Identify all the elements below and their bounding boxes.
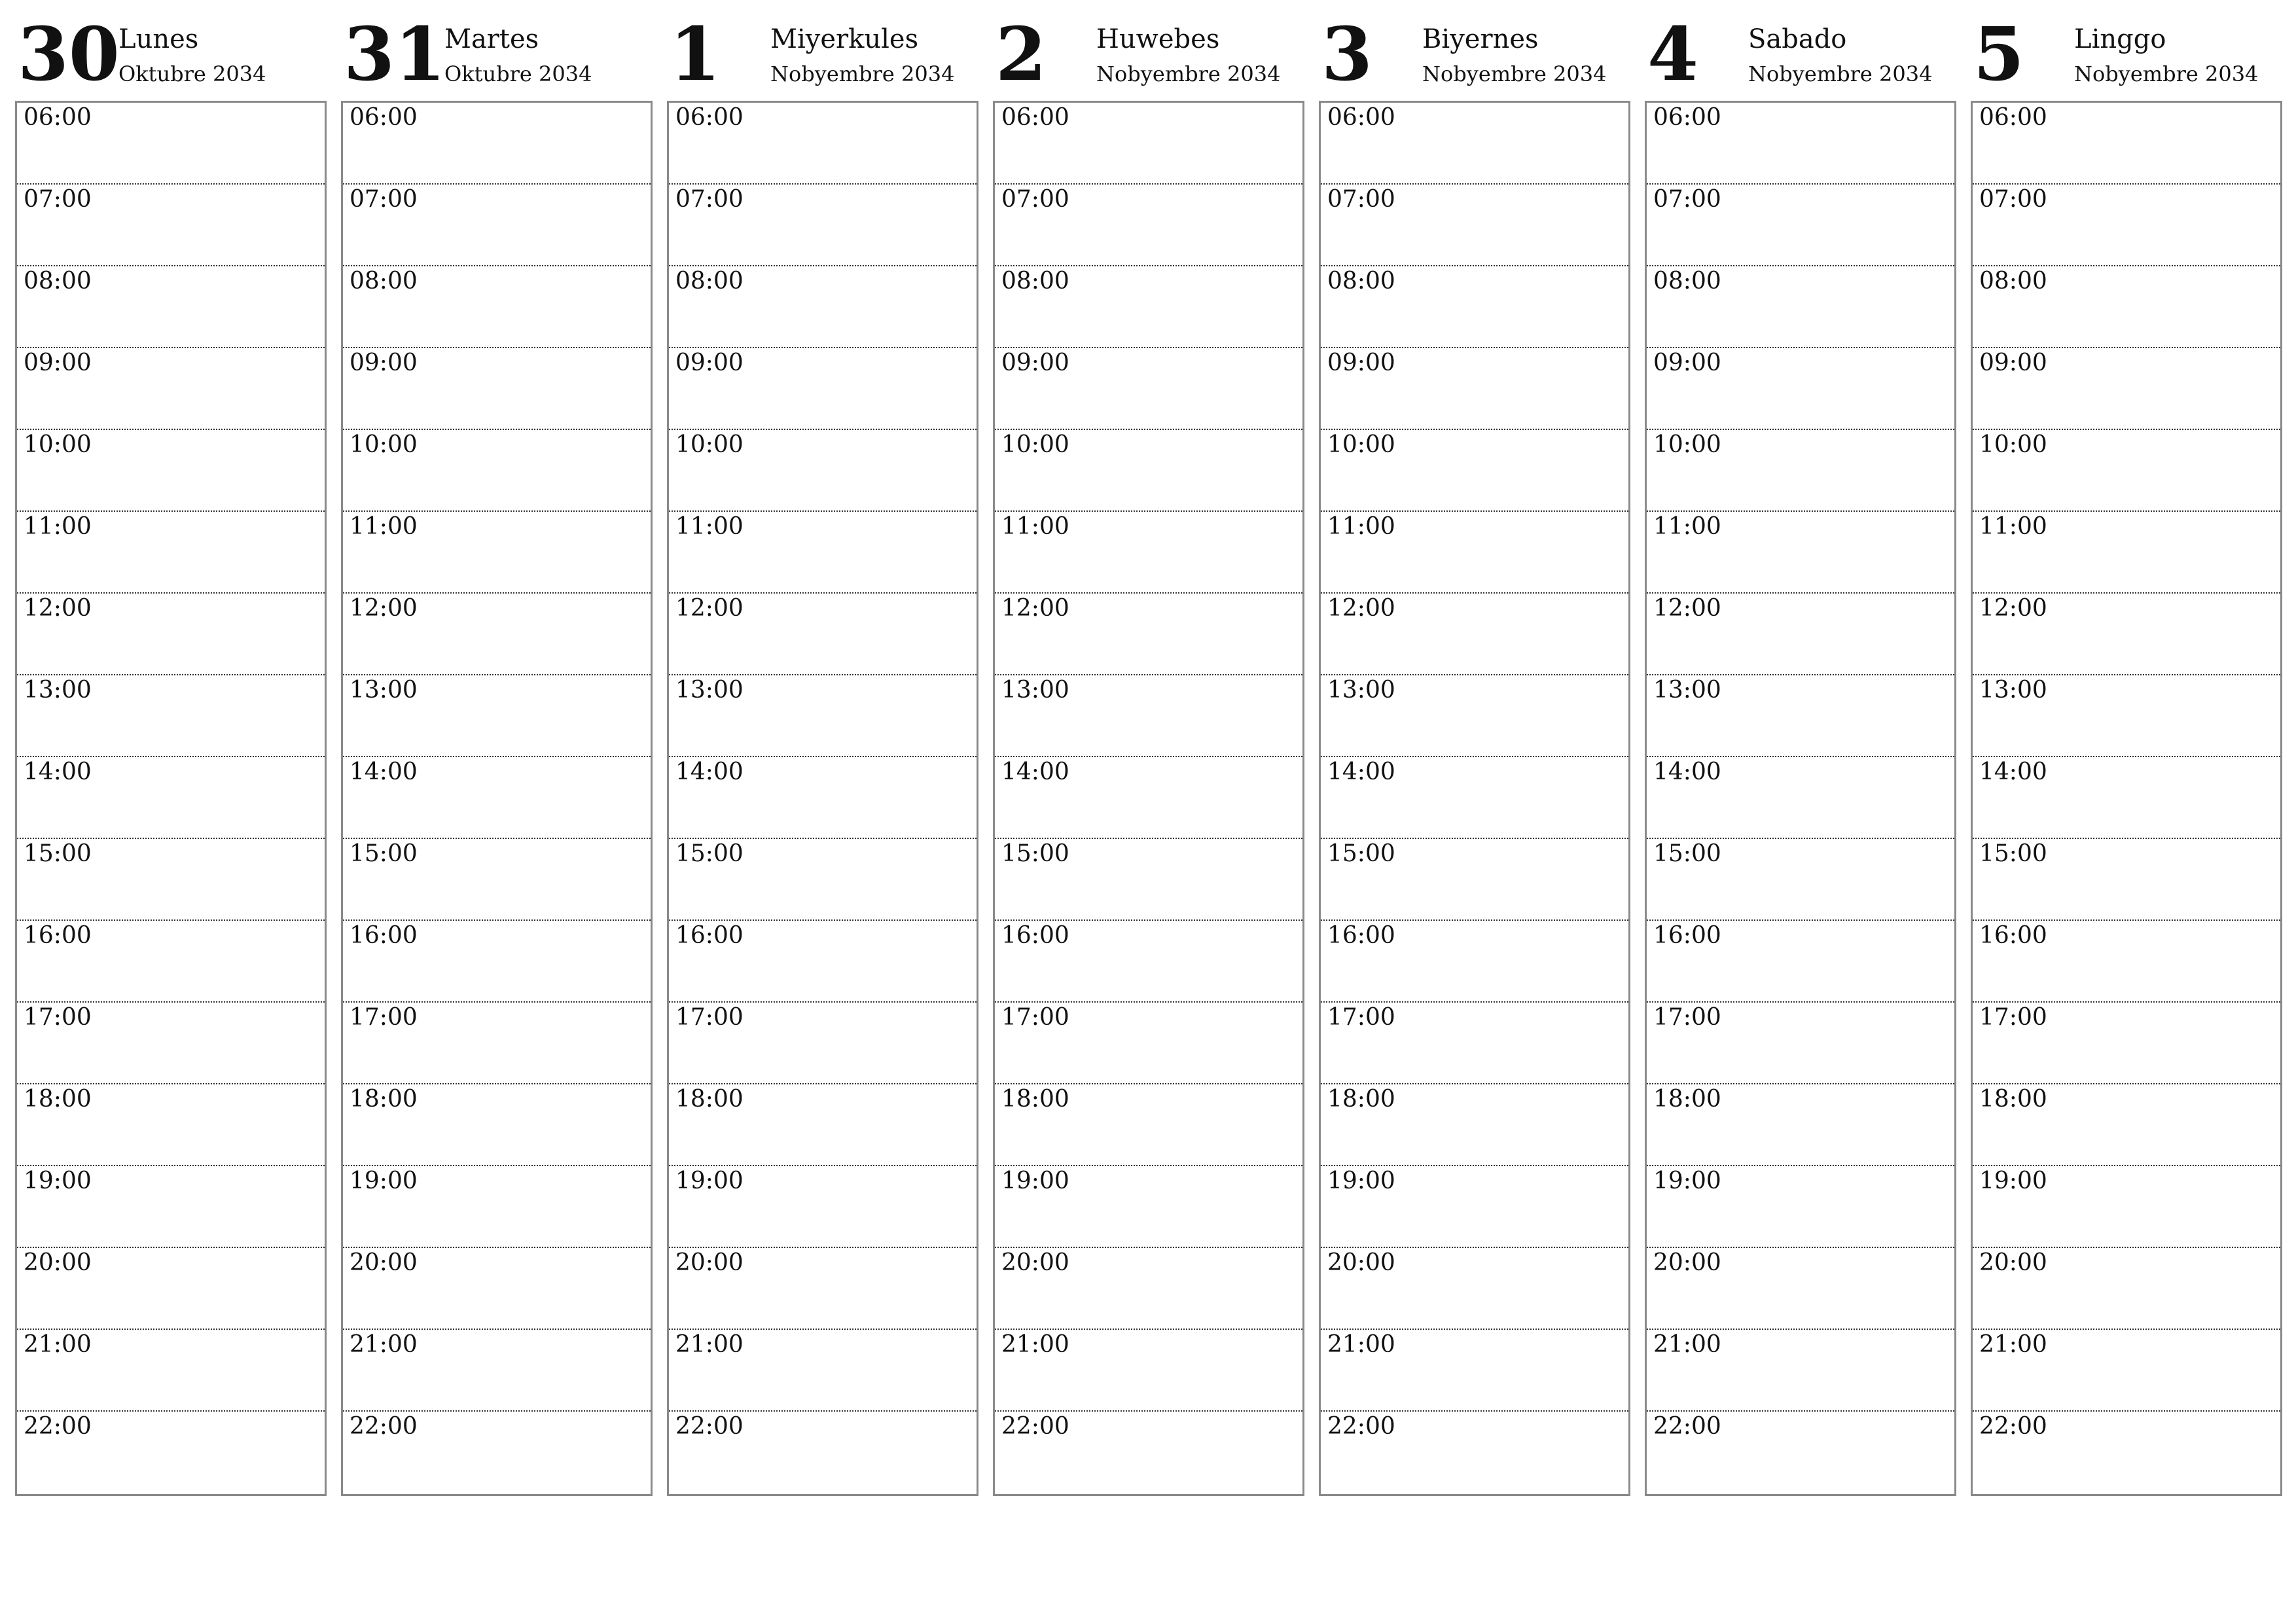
day-number: 31 [344, 12, 446, 98]
time-slot[interactable] [1321, 594, 1628, 675]
day-column [993, 12, 1304, 1497]
time-label: 21:00 [350, 1331, 418, 1358]
time-slot[interactable] [1973, 675, 2280, 757]
time-label: 12:00 [24, 595, 92, 622]
time-label: 16:00 [350, 922, 418, 949]
day-schedule-box [1319, 101, 1630, 1496]
time-label: 19:00 [675, 1168, 744, 1194]
time-slot[interactable] [995, 1166, 1302, 1248]
time-slot[interactable] [669, 757, 977, 839]
time-label: 12:00 [1653, 595, 1721, 622]
time-label: 18:00 [1001, 1086, 1069, 1113]
time-label: 16:00 [1001, 922, 1069, 949]
time-label: 16:00 [1327, 922, 1395, 949]
month-year: Oktubre 2034 [118, 62, 266, 86]
time-label: 07:00 [24, 186, 92, 213]
time-label: 20:00 [1653, 1249, 1721, 1276]
time-slot[interactable] [1321, 675, 1628, 757]
time-slot[interactable] [17, 185, 325, 266]
time-slot[interactable] [1647, 921, 1954, 1003]
time-label: 08:00 [675, 268, 744, 294]
time-label: 12:00 [675, 595, 744, 622]
time-label: 22:00 [1653, 1413, 1721, 1440]
time-slot[interactable] [343, 512, 651, 594]
time-slot[interactable] [343, 185, 651, 266]
time-label: 06:00 [350, 104, 418, 131]
time-label: 13:00 [350, 677, 418, 704]
time-label: 09:00 [350, 349, 418, 376]
time-label: 06:00 [1001, 104, 1069, 131]
time-slot[interactable] [343, 103, 651, 185]
time-slot[interactable] [1647, 1248, 1954, 1330]
time-slot[interactable] [669, 1166, 977, 1248]
day-column [667, 12, 978, 1497]
time-label: 10:00 [1979, 431, 2047, 458]
time-slot[interactable] [669, 1248, 977, 1330]
time-label: 11:00 [675, 513, 744, 540]
time-label: 08:00 [350, 268, 418, 294]
time-label: 12:00 [1001, 595, 1069, 622]
time-label: 15:00 [675, 840, 744, 867]
time-slot[interactable] [1321, 185, 1628, 266]
time-slot[interactable] [17, 594, 325, 675]
time-slot[interactable] [17, 1330, 325, 1412]
time-label: 10:00 [1001, 431, 1069, 458]
day-schedule-box [15, 101, 327, 1496]
month-year: Nobyembre 2034 [1748, 62, 1933, 86]
time-label: 09:00 [1001, 349, 1069, 376]
time-slot[interactable] [1973, 839, 2280, 921]
time-label: 10:00 [1327, 431, 1395, 458]
time-label: 14:00 [1001, 758, 1069, 785]
time-label: 15:00 [1001, 840, 1069, 867]
time-slot[interactable] [1973, 1084, 2280, 1166]
time-slot[interactable] [17, 1166, 325, 1248]
time-label: 15:00 [1979, 840, 2047, 867]
day-schedule-box [993, 101, 1304, 1496]
time-label: 17:00 [24, 1004, 92, 1031]
time-slot[interactable] [995, 185, 1302, 266]
time-slot[interactable] [1973, 512, 2280, 594]
time-label: 07:00 [1001, 186, 1069, 213]
time-slot[interactable] [343, 1330, 651, 1412]
time-label: 19:00 [1979, 1168, 2047, 1194]
time-label: 14:00 [350, 758, 418, 785]
time-slot[interactable] [1973, 1248, 2280, 1330]
time-slot[interactable] [17, 839, 325, 921]
time-slot[interactable] [1647, 430, 1954, 512]
month-year: Nobyembre 2034 [1422, 62, 1607, 86]
time-label: 21:00 [1979, 1331, 2047, 1358]
time-label: 17:00 [1979, 1004, 2047, 1031]
time-slot[interactable] [669, 348, 977, 430]
time-label: 22:00 [1001, 1413, 1069, 1440]
time-label: 13:00 [675, 677, 744, 704]
weekday-name: Miyerkules [770, 24, 919, 54]
time-label: 18:00 [1653, 1086, 1721, 1113]
time-label: 10:00 [350, 431, 418, 458]
time-slot[interactable] [1647, 185, 1954, 266]
time-slot[interactable] [1973, 103, 2280, 185]
time-label: 18:00 [24, 1086, 92, 1113]
time-label: 20:00 [675, 1249, 744, 1276]
time-slot[interactable] [1973, 266, 2280, 348]
time-label: 11:00 [24, 513, 92, 540]
time-slot[interactable] [995, 594, 1302, 675]
time-slot[interactable] [995, 839, 1302, 921]
time-label: 10:00 [675, 431, 744, 458]
weekday-name: Sabado [1748, 24, 1847, 54]
time-label: 11:00 [1001, 513, 1069, 540]
time-label: 06:00 [1979, 104, 2047, 131]
time-label: 13:00 [1327, 677, 1395, 704]
time-slot[interactable] [669, 839, 977, 921]
time-slot[interactable] [1647, 1412, 1954, 1493]
time-slot[interactable] [669, 103, 977, 185]
time-slot[interactable] [669, 675, 977, 757]
time-slot[interactable] [1321, 921, 1628, 1003]
time-label: 18:00 [1979, 1086, 2047, 1113]
time-slot[interactable] [17, 675, 325, 757]
time-label: 17:00 [1327, 1004, 1395, 1031]
time-label: 20:00 [350, 1249, 418, 1276]
day-column [341, 12, 653, 1497]
time-label: 11:00 [1653, 513, 1721, 540]
time-slot[interactable] [1973, 757, 2280, 839]
time-slot[interactable] [995, 1248, 1302, 1330]
time-label: 07:00 [1327, 186, 1395, 213]
time-label: 19:00 [1327, 1168, 1395, 1194]
time-label: 08:00 [1327, 268, 1395, 294]
day-column [1319, 12, 1630, 1497]
day-header [993, 12, 1304, 99]
time-slot[interactable] [1321, 103, 1628, 185]
time-slot[interactable] [1973, 1330, 2280, 1412]
time-slot[interactable] [1647, 103, 1954, 185]
time-slot[interactable] [1647, 757, 1954, 839]
time-slot[interactable] [995, 103, 1302, 185]
time-slot[interactable] [17, 757, 325, 839]
time-slot[interactable] [343, 1412, 651, 1493]
time-label: 18:00 [350, 1086, 418, 1113]
time-slot[interactable] [995, 1412, 1302, 1493]
time-slot[interactable] [669, 185, 977, 266]
day-schedule-box [667, 101, 978, 1496]
time-slot[interactable] [343, 675, 651, 757]
time-label: 09:00 [1327, 349, 1395, 376]
day-header [667, 12, 978, 99]
time-slot[interactable] [17, 430, 325, 512]
time-label: 21:00 [1653, 1331, 1721, 1358]
time-label: 06:00 [675, 104, 744, 131]
time-label: 08:00 [1979, 268, 2047, 294]
time-slot[interactable] [995, 512, 1302, 594]
time-label: 16:00 [1653, 922, 1721, 949]
time-label: 14:00 [1979, 758, 2047, 785]
time-slot[interactable] [1647, 1330, 1954, 1412]
time-label: 16:00 [1979, 922, 2047, 949]
time-label: 20:00 [1001, 1249, 1069, 1276]
time-slot[interactable] [995, 757, 1302, 839]
time-label: 20:00 [24, 1249, 92, 1276]
time-slot[interactable] [17, 1412, 325, 1493]
time-slot[interactable] [669, 1084, 977, 1166]
time-label: 09:00 [1653, 349, 1721, 376]
time-label: 17:00 [1001, 1004, 1069, 1031]
time-slot[interactable] [995, 430, 1302, 512]
day-header [15, 12, 327, 99]
weekly-planner [15, 12, 2282, 1497]
time-label: 07:00 [350, 186, 418, 213]
time-label: 17:00 [675, 1004, 744, 1031]
time-label: 11:00 [350, 513, 418, 540]
time-slot[interactable] [1973, 921, 2280, 1003]
month-year: Nobyembre 2034 [1096, 62, 1281, 86]
time-slot[interactable] [669, 594, 977, 675]
time-slot[interactable] [343, 1248, 651, 1330]
time-label: 19:00 [350, 1168, 418, 1194]
time-label: 20:00 [1327, 1249, 1395, 1276]
time-slot[interactable] [995, 675, 1302, 757]
month-year: Nobyembre 2034 [2074, 62, 2259, 86]
time-label: 17:00 [350, 1004, 418, 1031]
time-slot[interactable] [17, 512, 325, 594]
time-label: 08:00 [1653, 268, 1721, 294]
time-label: 14:00 [1327, 758, 1395, 785]
weekday-name: Lunes [118, 24, 199, 54]
weekday-name: Huwebes [1096, 24, 1220, 54]
time-label: 22:00 [675, 1413, 744, 1440]
time-label: 16:00 [24, 922, 92, 949]
day-header [341, 12, 653, 99]
time-label: 22:00 [350, 1413, 418, 1440]
time-label: 11:00 [1979, 513, 2047, 540]
time-slot[interactable] [1647, 675, 1954, 757]
time-slot[interactable] [1647, 348, 1954, 430]
time-slot[interactable] [1321, 430, 1628, 512]
time-label: 10:00 [24, 431, 92, 458]
time-label: 19:00 [1653, 1168, 1721, 1194]
time-label: 18:00 [1327, 1086, 1395, 1113]
time-label: 07:00 [1979, 186, 2047, 213]
time-slot[interactable] [17, 1248, 325, 1330]
time-slot[interactable] [995, 921, 1302, 1003]
weekday-name: Linggo [2074, 24, 2166, 54]
time-slot[interactable] [1973, 1166, 2280, 1248]
time-label: 06:00 [24, 104, 92, 131]
day-column [15, 12, 327, 1497]
time-label: 19:00 [24, 1168, 92, 1194]
time-label: 14:00 [1653, 758, 1721, 785]
time-label: 09:00 [1979, 349, 2047, 376]
time-slot[interactable] [1321, 839, 1628, 921]
time-slot[interactable] [1647, 512, 1954, 594]
time-slot[interactable] [669, 512, 977, 594]
day-number: 4 [1647, 12, 1698, 98]
time-label: 21:00 [675, 1331, 744, 1358]
time-slot[interactable] [1321, 1412, 1628, 1493]
time-label: 22:00 [24, 1413, 92, 1440]
day-number: 1 [670, 12, 721, 98]
day-column [1645, 12, 1956, 1497]
day-schedule-box [341, 101, 653, 1496]
day-column [1971, 12, 2282, 1497]
time-slot[interactable] [343, 1003, 651, 1084]
time-label: 15:00 [1653, 840, 1721, 867]
time-label: 19:00 [1001, 1168, 1069, 1194]
time-label: 09:00 [24, 349, 92, 376]
time-slot[interactable] [343, 757, 651, 839]
time-slot[interactable] [343, 594, 651, 675]
weekday-name: Biyernes [1422, 24, 1539, 54]
time-slot[interactable] [17, 348, 325, 430]
day-header [1645, 12, 1956, 99]
time-slot[interactable] [995, 1084, 1302, 1166]
time-label: 10:00 [1653, 431, 1721, 458]
month-year: Oktubre 2034 [444, 62, 592, 86]
time-label: 21:00 [1001, 1331, 1069, 1358]
time-slot[interactable] [669, 266, 977, 348]
time-label: 13:00 [1979, 677, 2047, 704]
weekday-name: Martes [444, 24, 539, 54]
time-slot[interactable] [1647, 1166, 1954, 1248]
time-label: 11:00 [1327, 513, 1395, 540]
day-schedule-box [1645, 101, 1956, 1496]
time-slot[interactable] [343, 430, 651, 512]
time-label: 14:00 [675, 758, 744, 785]
time-label: 06:00 [1653, 104, 1721, 131]
time-slot[interactable] [17, 1084, 325, 1166]
time-slot[interactable] [669, 1330, 977, 1412]
time-slot[interactable] [1321, 348, 1628, 430]
time-slot[interactable] [1973, 594, 2280, 675]
time-slot[interactable] [669, 1003, 977, 1084]
time-slot[interactable] [1321, 1248, 1628, 1330]
month-year: Nobyembre 2034 [770, 62, 955, 86]
time-label: 09:00 [675, 349, 744, 376]
time-slot[interactable] [1321, 1166, 1628, 1248]
time-slot[interactable] [343, 1166, 651, 1248]
time-slot[interactable] [669, 1412, 977, 1493]
time-label: 13:00 [1001, 677, 1069, 704]
time-label: 07:00 [1653, 186, 1721, 213]
time-slot[interactable] [995, 1330, 1302, 1412]
time-label: 18:00 [675, 1086, 744, 1113]
time-slot[interactable] [995, 348, 1302, 430]
time-label: 15:00 [350, 840, 418, 867]
time-slot[interactable] [1321, 757, 1628, 839]
time-slot[interactable] [995, 266, 1302, 348]
time-slot[interactable] [1647, 839, 1954, 921]
time-label: 06:00 [1327, 104, 1395, 131]
time-label: 12:00 [350, 595, 418, 622]
time-label: 12:00 [1979, 595, 2047, 622]
time-slot[interactable] [1647, 1003, 1954, 1084]
day-number: 3 [1321, 12, 1372, 98]
time-slot[interactable] [1973, 1412, 2280, 1493]
time-label: 08:00 [1001, 268, 1069, 294]
time-slot[interactable] [1973, 1003, 2280, 1084]
day-number: 30 [18, 12, 120, 98]
time-slot[interactable] [1321, 1330, 1628, 1412]
time-slot[interactable] [17, 266, 325, 348]
time-slot[interactable] [1321, 1003, 1628, 1084]
time-slot[interactable] [669, 430, 977, 512]
day-header [1971, 12, 2282, 99]
day-number: 5 [1973, 12, 2024, 98]
time-slot[interactable] [1973, 185, 2280, 266]
time-slot[interactable] [1647, 1084, 1954, 1166]
time-label: 15:00 [1327, 840, 1395, 867]
time-label: 07:00 [675, 186, 744, 213]
time-label: 22:00 [1979, 1413, 2047, 1440]
time-slot[interactable] [343, 921, 651, 1003]
time-slot[interactable] [1321, 1084, 1628, 1166]
time-slot[interactable] [343, 266, 651, 348]
time-slot[interactable] [1647, 266, 1954, 348]
day-header [1319, 12, 1630, 99]
time-label: 13:00 [24, 677, 92, 704]
time-slot[interactable] [1321, 266, 1628, 348]
time-slot[interactable] [343, 348, 651, 430]
time-slot[interactable] [1321, 512, 1628, 594]
day-number: 2 [996, 12, 1047, 98]
time-slot[interactable] [343, 1084, 651, 1166]
time-label: 14:00 [24, 758, 92, 785]
time-slot[interactable] [343, 839, 651, 921]
time-slot[interactable] [17, 103, 325, 185]
time-label: 17:00 [1653, 1004, 1721, 1031]
time-label: 08:00 [24, 268, 92, 294]
time-slot[interactable] [995, 1003, 1302, 1084]
time-label: 16:00 [675, 922, 744, 949]
time-slot[interactable] [17, 921, 325, 1003]
time-label: 12:00 [1327, 595, 1395, 622]
time-slot[interactable] [1973, 430, 2280, 512]
time-label: 21:00 [24, 1331, 92, 1358]
time-label: 13:00 [1653, 677, 1721, 704]
time-label: 20:00 [1979, 1249, 2047, 1276]
time-slot[interactable] [1973, 348, 2280, 430]
day-schedule-box [1971, 101, 2282, 1496]
time-label: 21:00 [1327, 1331, 1395, 1358]
time-slot[interactable] [17, 1003, 325, 1084]
time-slot[interactable] [669, 921, 977, 1003]
time-slot[interactable] [1647, 594, 1954, 675]
time-label: 15:00 [24, 840, 92, 867]
time-label: 22:00 [1327, 1413, 1395, 1440]
